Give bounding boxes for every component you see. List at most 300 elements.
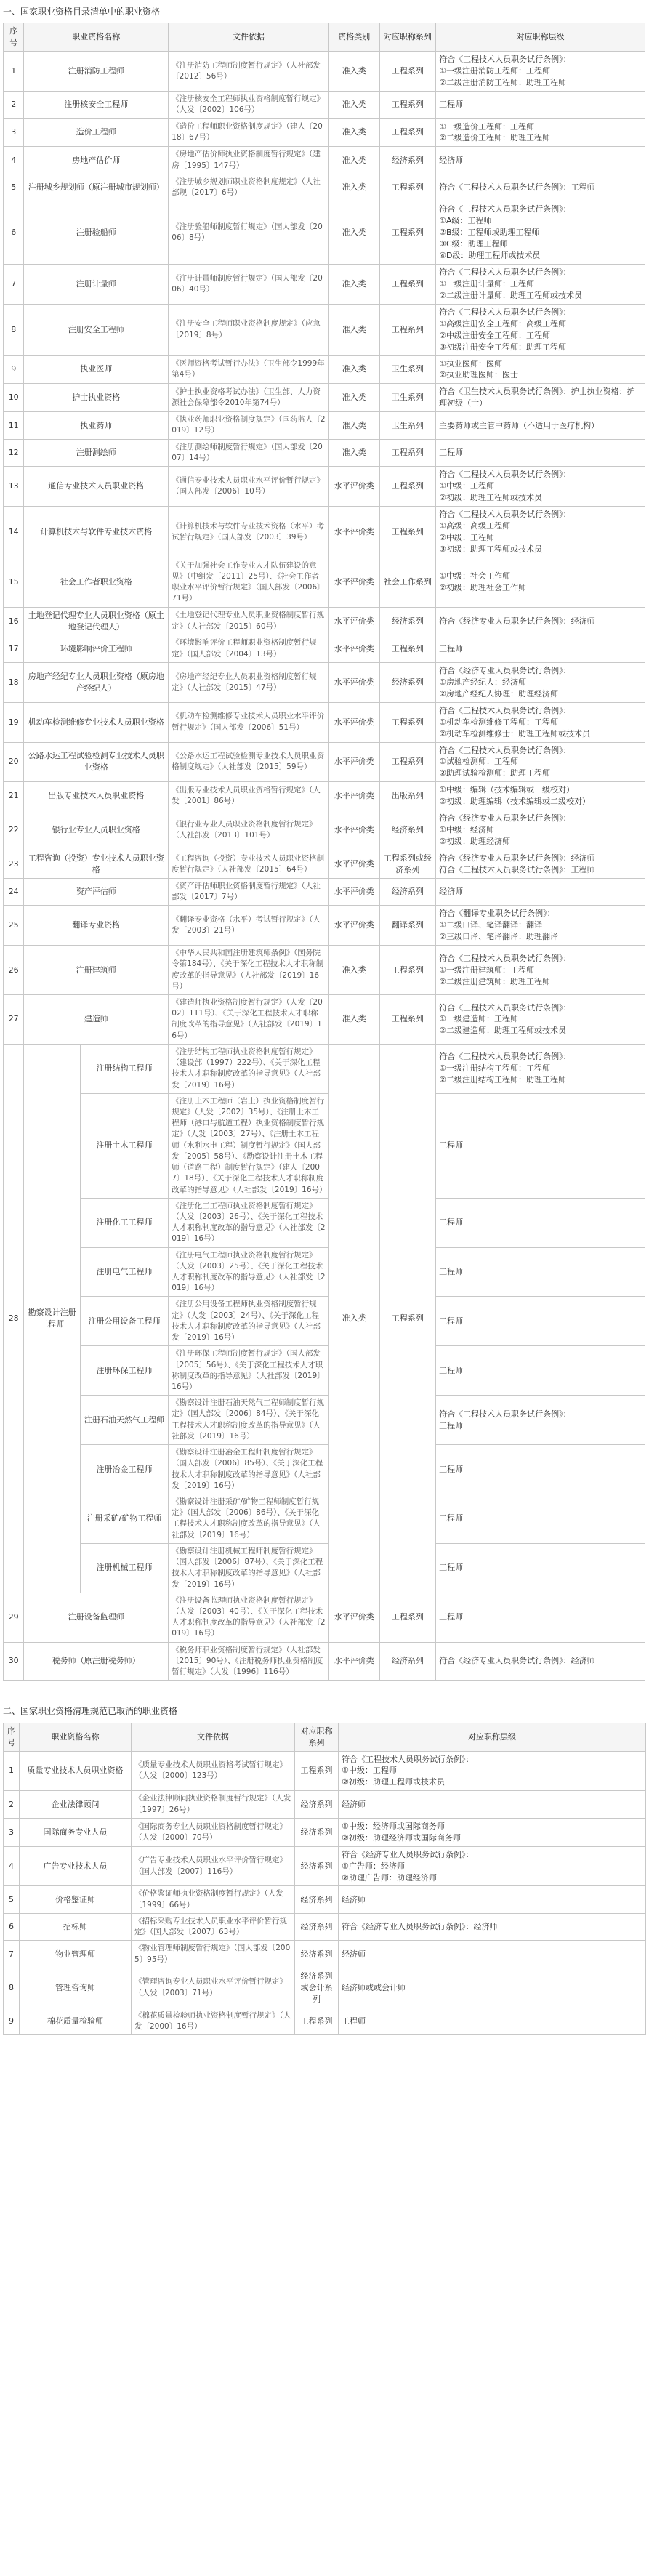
level-line: ①广告师：经济师 xyxy=(342,1861,405,1871)
cell-series: 出版系列 xyxy=(379,782,435,810)
table-row xyxy=(4,1846,646,1886)
cell-level xyxy=(436,558,645,607)
cell-no: 10 xyxy=(4,384,24,412)
table-row xyxy=(4,742,645,782)
level-line: 主要药师或主管中药师（不适用于医疗机构） xyxy=(439,420,600,430)
cell-name: 税务师（原注册税务师） xyxy=(24,1642,169,1681)
table2-body xyxy=(4,1751,646,2035)
cell-category: 水平评价类 xyxy=(328,782,379,810)
cell-series: 工程系列 xyxy=(379,304,435,355)
level-line: ①中级：工程师 xyxy=(439,481,494,491)
cell-basis: 《注册设备监理师执业资格制度暂行规定》（人发〔2003〕40号）、《关于深化工程技术人才职称制度改革的指导意见》（人社部发〔2019〕16号） xyxy=(169,1593,329,1642)
level-line: 工程师 xyxy=(439,1365,464,1375)
table2-header-row xyxy=(4,1723,646,1751)
cell-group-name: 勘察设计注册工程师 xyxy=(24,1044,80,1593)
level-line: ②二级建造师：助理工程师或技术员 xyxy=(439,1026,566,1036)
cell-name: 注册测绘师 xyxy=(24,439,169,466)
level-line: ①中级：经济师或国际商务师 xyxy=(342,1821,445,1831)
cell-category: 准入类 xyxy=(328,1044,379,1593)
cell-name: 物业管理师 xyxy=(20,1941,132,1968)
table-row xyxy=(4,467,645,507)
cell-category: 水平评价类 xyxy=(328,506,379,558)
cell-level xyxy=(436,1297,645,1346)
cell-name: 执业药师 xyxy=(24,412,169,439)
cell-level xyxy=(436,906,645,946)
level-line: ②机动车检测维修士：助理工程师或技术员 xyxy=(439,728,590,738)
header-no: 序号 xyxy=(4,23,24,52)
cell-category: 准入类 xyxy=(328,174,379,201)
level-line: ②初级：助理编辑（技术编辑或二级校对） xyxy=(439,797,590,807)
level-line: ①机动车检测维修工程师：工程师 xyxy=(439,717,558,727)
cell-series: 工程系列 xyxy=(379,174,435,201)
header-no: 序号 xyxy=(4,1723,20,1751)
level-line: 符合《工程技术人员职务试行条例》： xyxy=(439,470,571,480)
cell-level xyxy=(436,1198,645,1247)
cell-category: 水平评价类 xyxy=(328,662,379,702)
cell-no: 18 xyxy=(4,662,24,702)
level-line: 工程师 xyxy=(439,1267,464,1277)
cell-category: 水平评价类 xyxy=(328,635,379,662)
level-line: 符合《经济专业人员职务试行条例》：经济师 xyxy=(439,616,595,626)
cell-series: 工程系列 xyxy=(379,467,435,507)
cell-series: 经济系列 xyxy=(379,878,435,905)
table-row xyxy=(4,1818,646,1846)
cell-subname: 注册石油天然气工程师 xyxy=(80,1396,168,1445)
cell-basis: 《勘察设计注册石油天然气工程师制度暂行规定》（国人部发〔2006〕84号）、《关于深化工程技术人才职称制度改革的指导意见》（人社部发〔2019〕16号） xyxy=(169,1396,329,1445)
level-line: 经济师 xyxy=(342,1894,366,1904)
cell-category: 水平评价类 xyxy=(328,810,379,850)
level-line: 符合《工程技术人员职务试行条例》： xyxy=(439,953,571,963)
table-row-group28 xyxy=(4,1093,645,1198)
level-line: 经济师或或会计师 xyxy=(342,1982,406,1992)
level-line: 工程师 xyxy=(439,1464,464,1474)
cell-name: 注册建筑师 xyxy=(24,946,169,995)
level-line: 符合《工程技术人员职务试行条例》：工程师 xyxy=(439,864,595,874)
cell-no: 6 xyxy=(4,1913,20,1940)
cell-basis: 《房地产经纪专业人员职业资格制度暂行规定》（人社部发〔2015〕47号） xyxy=(169,662,329,702)
level-line: 符合《工程技术人员职务试行条例》： xyxy=(439,705,571,715)
level-line: ②初级：助理工程师或技术员 xyxy=(342,1777,445,1787)
cell-level xyxy=(339,1791,646,1818)
level-line: ②三级口译、笔译翻译：助理翻译 xyxy=(439,932,558,942)
cell-no: 9 xyxy=(4,355,24,384)
level-line: ②中级注册安全工程师：工程师 xyxy=(439,330,550,340)
level-line: 符合《经济专业人员职务试行条例》：经济师 xyxy=(342,1922,498,1932)
cell-series: 工程系列 xyxy=(379,702,435,742)
table-row-group28 xyxy=(4,1044,645,1093)
cell-no: 5 xyxy=(4,174,24,201)
table-row xyxy=(4,946,645,995)
cell-name: 注册消防工程师 xyxy=(24,52,169,92)
cell-name: 广告专业技术人员 xyxy=(20,1846,132,1886)
level-line: ④D级：助理工程师或技术员 xyxy=(439,251,541,261)
level-line: 工程师 xyxy=(439,1563,464,1573)
cell-basis: 《通信专业技术人员职业水平评价暂行规定》（国人部发〔2006〕10号） xyxy=(169,467,329,507)
table-row xyxy=(4,1941,646,1968)
cell-series: 经济系列 xyxy=(295,1818,339,1846)
table-row xyxy=(4,635,645,662)
cell-series: 工程系列 xyxy=(379,1593,435,1642)
cell-no: 14 xyxy=(4,506,24,558)
cell-level xyxy=(339,1941,646,1968)
cell-no: 7 xyxy=(4,264,24,304)
cell-no: 24 xyxy=(4,878,24,905)
cell-name: 资产评估师 xyxy=(24,878,169,905)
cell-category: 水平评价类 xyxy=(328,1593,379,1642)
level-line: 符合《工程技术人员职务试行条例》： xyxy=(439,1052,571,1062)
level-line: 经济师 xyxy=(439,887,464,897)
table-row xyxy=(4,92,645,118)
cell-basis: 《管理咨询专业人员职业水平评价暂行规定》（人发〔2003〕71号） xyxy=(132,1968,295,2008)
cell-name: 建造师 xyxy=(24,995,169,1045)
table-row-group28 xyxy=(4,1396,645,1445)
level-line: ②二级注册消防工程师：助理工程师 xyxy=(439,78,566,88)
level-line: ①一级注册计量师：工程师 xyxy=(439,278,534,289)
cell-no: 2 xyxy=(4,1791,20,1818)
cell-level xyxy=(436,201,645,265)
table-row xyxy=(4,810,645,850)
table-row xyxy=(4,384,645,412)
cell-name: 价格鉴证师 xyxy=(20,1886,132,1913)
cell-category: 准入类 xyxy=(328,355,379,384)
cell-no: 30 xyxy=(4,1642,24,1681)
cell-level xyxy=(436,946,645,995)
level-line: 符合《工程技术人员职务试行条例》： xyxy=(439,267,571,277)
section1-title: 一、国家职业资格目录清单中的职业资格 xyxy=(3,7,161,17)
cell-level xyxy=(436,467,645,507)
level-line: ①高级注册安全工程师：高级工程师 xyxy=(439,318,566,329)
cell-name: 企业法律顾问 xyxy=(20,1791,132,1818)
cell-level xyxy=(436,878,645,905)
cell-series: 翻译系列 xyxy=(379,906,435,946)
cell-level xyxy=(436,1247,645,1297)
table-row xyxy=(4,118,645,147)
cell-subname: 注册土木工程师 xyxy=(80,1093,168,1198)
cell-level xyxy=(436,52,645,92)
cell-category: 准入类 xyxy=(328,439,379,466)
table-row xyxy=(4,558,645,607)
cell-series: 社会工作系列 xyxy=(379,558,435,607)
cell-series: 经济系列 xyxy=(295,1791,339,1818)
level-line: 经济师 xyxy=(342,1799,366,1809)
cell-category: 准入类 xyxy=(328,147,379,174)
table-row xyxy=(4,1913,646,1940)
table-row xyxy=(4,1593,645,1642)
cell-series: 工程系列 xyxy=(379,635,435,662)
cell-name: 工程咨询（投资）专业技术人员职业资格 xyxy=(24,850,169,879)
cell-category: 准入类 xyxy=(328,995,379,1045)
level-line: 符合《经济专业人员职务试行条例》： xyxy=(342,1849,474,1859)
cell-no: 17 xyxy=(4,635,24,662)
cell-no: 7 xyxy=(4,1941,20,1968)
cell-name: 注册核安全工程师 xyxy=(24,92,169,118)
cell-basis: 《房地产估价师执业资格制度暂行规定》（建房〔1995〕147号） xyxy=(169,147,329,174)
cell-category: 准入类 xyxy=(328,304,379,355)
cell-level xyxy=(436,1593,645,1642)
cell-subname: 注册采矿/矿物工程师 xyxy=(80,1494,168,1543)
cell-series: 经济系列 xyxy=(379,607,435,635)
cell-basis: 《护士执业资格考试办法》（卫生部、人力资源社会保障部令2010年第74号） xyxy=(169,384,329,412)
table-row xyxy=(4,201,645,265)
level-line: 工程师 xyxy=(439,1513,464,1524)
cell-category: 准入类 xyxy=(328,201,379,265)
table-row-group28 xyxy=(4,1247,645,1297)
cell-level xyxy=(436,742,645,782)
cell-name: 质量专业技术人员职业资格 xyxy=(20,1751,132,1791)
header-name: 职业资格名称 xyxy=(24,23,169,52)
table-row xyxy=(4,355,645,384)
cell-basis: 《注册消防工程师制度暂行规定》（人社部发〔2012〕56号） xyxy=(169,52,329,92)
cell-name: 注册城乡规划师（原注册城市规划师） xyxy=(24,174,169,201)
table-row xyxy=(4,662,645,702)
cell-name: 公路水运工程试验检测专业技术人员职业资格 xyxy=(24,742,169,782)
level-line: ①中级：经济师 xyxy=(439,825,494,835)
cell-series: 经济系列 xyxy=(295,1941,339,1968)
table-row xyxy=(4,304,645,355)
cell-name: 翻译专业资格 xyxy=(24,906,169,946)
cell-name: 国际商务专业人员 xyxy=(20,1818,132,1846)
cell-basis: 《勘察设计注册冶金工程师制度暂行规定》（国人部发〔2006〕85号）、《关于深化工程技术人才职称制度改革的指导意见》（人社部发〔2019〕16号） xyxy=(169,1445,329,1494)
cell-category: 水平评价类 xyxy=(328,878,379,905)
cell-level xyxy=(436,995,645,1045)
cell-basis: 《广告专业技术人员职业水平评价暂行规定》（国人部发〔2007〕116号） xyxy=(132,1846,295,1886)
cell-name: 计算机技术与软件专业技术资格 xyxy=(24,506,169,558)
table-row xyxy=(4,782,645,810)
table-row xyxy=(4,995,645,1045)
level-line: 工程师 xyxy=(439,1316,464,1326)
table1-body xyxy=(4,52,645,1681)
cell-basis: 《招标采购专业技术人员职业水平评价暂行规定》（国人部发〔2007〕63号） xyxy=(132,1913,295,1940)
cell-name: 机动车检测维修专业技术人员职业资格 xyxy=(24,702,169,742)
cell-name: 社会工作者职业资格 xyxy=(24,558,169,607)
cell-basis: 《执业药师职业资格制度规定》（国药监人〔2019〕12号） xyxy=(169,412,329,439)
cell-series: 工程系列 xyxy=(379,118,435,147)
cell-no: 4 xyxy=(4,147,24,174)
header-basis: 文件依据 xyxy=(169,23,329,52)
cell-level xyxy=(436,782,645,810)
header-name: 职业资格名称 xyxy=(20,1723,132,1751)
level-line: 工程师 xyxy=(342,2016,366,2026)
level-line: 符合《工程技术人员职务试行条例》： xyxy=(439,1409,571,1419)
cell-basis: 《银行业专业人员职业资格制度暂行规定》（人社部发〔2013〕101号） xyxy=(169,810,329,850)
level-line: 符合《工程技术人员职务试行条例》： xyxy=(342,1754,474,1764)
table-row xyxy=(4,52,645,92)
cell-basis: 《企业法律顾问执业资格制度暂行规定》（人发〔1997〕26号） xyxy=(132,1791,295,1818)
cell-level xyxy=(436,92,645,118)
cell-level xyxy=(436,1642,645,1681)
cell-basis: 《工程咨询（投资）专业技术人员职业资格制度暂行规定》（人社部发〔2015〕64号） xyxy=(169,850,329,879)
cell-subname: 注册环保工程师 xyxy=(80,1346,168,1396)
cell-name: 出版专业技术人员职业资格 xyxy=(24,782,169,810)
table-row xyxy=(4,1642,645,1681)
cell-level xyxy=(436,810,645,850)
cell-name: 注册安全工程师 xyxy=(24,304,169,355)
cell-series: 工程系列 xyxy=(379,52,435,92)
cell-level xyxy=(339,1846,646,1886)
cell-subname: 注册公用设备工程师 xyxy=(80,1297,168,1346)
qualification-table-2 xyxy=(3,1723,646,2035)
cell-category: 准入类 xyxy=(328,92,379,118)
level-line: ①一级造价工程师：工程师 xyxy=(439,121,534,132)
level-line: ②二级注册计量师：助理工程师或技术员 xyxy=(439,290,582,300)
cell-category: 准入类 xyxy=(328,118,379,147)
cell-name: 房地产估价师 xyxy=(24,147,169,174)
level-line: 符合《经济专业人员职务试行条例》： xyxy=(439,813,571,824)
cell-name: 招标师 xyxy=(20,1913,132,1940)
header-category: 资格类别 xyxy=(328,23,379,52)
table-row xyxy=(4,412,645,439)
cell-level xyxy=(339,1968,646,2008)
level-line: 符合《工程技术人员职务试行条例》： xyxy=(439,204,571,214)
cell-level xyxy=(339,1886,646,1913)
cell-level xyxy=(436,412,645,439)
cell-name: 棉花质量检验师 xyxy=(20,2008,132,2034)
cell-series: 工程系列 xyxy=(379,506,435,558)
cell-no: 8 xyxy=(4,1968,20,2008)
cell-no: 9 xyxy=(4,2008,20,2034)
table-row xyxy=(4,1751,646,1791)
cell-no: 5 xyxy=(4,1886,20,1913)
cell-basis: 《注册化工工程师执业资格制度暂行规定》（人发〔2003〕26号）、《关于深化工程技术人才职称制度改革的指导意见》（人社部发〔2019〕16号） xyxy=(169,1198,329,1247)
cell-basis: 《注册公用设备工程师执业资格制度暂行规定》（人发〔2003〕24号）、《关于深化工程技术人才职称制度改革的指导意见》（人社部发〔2019〕16号） xyxy=(169,1297,329,1346)
cell-no: 27 xyxy=(4,995,24,1045)
table-row-group28 xyxy=(4,1198,645,1247)
cell-name: 房地产经纪专业人员职业资格（原房地产经纪人） xyxy=(24,662,169,702)
cell-level xyxy=(339,1751,646,1791)
table1-header-row xyxy=(4,23,645,52)
cell-no: 26 xyxy=(4,946,24,995)
cell-series: 经济系列 xyxy=(295,1846,339,1886)
cell-level xyxy=(436,147,645,174)
cell-series: 工程系列 xyxy=(379,439,435,466)
cell-category: 水平评价类 xyxy=(328,467,379,507)
cell-category: 水平评价类 xyxy=(328,906,379,946)
header-series: 对应职称系列 xyxy=(295,1723,339,1751)
level-line: ②B级：工程师或助理工程师 xyxy=(439,228,540,238)
cell-no: 3 xyxy=(4,1818,20,1846)
cell-no: 22 xyxy=(4,810,24,850)
level-line: ②二级注册结构工程师：助理工程师 xyxy=(439,1075,566,1085)
cell-category: 水平评价类 xyxy=(328,607,379,635)
cell-level xyxy=(436,264,645,304)
cell-series: 工程系列 xyxy=(295,1751,339,1791)
cell-basis: 《质量专业技术人员职业资格考试暂行规定》（人发〔2000〕123号） xyxy=(132,1751,295,1791)
cell-level xyxy=(436,1346,645,1396)
cell-basis: 《翻译专业资格（水平）考试暂行规定》（人发〔2003〕21号） xyxy=(169,906,329,946)
table-row xyxy=(4,1886,646,1913)
cell-level xyxy=(436,1093,645,1198)
cell-level xyxy=(436,439,645,466)
level-line: ①一级建造师：工程师 xyxy=(439,1014,518,1024)
level-line: ③初级：助理工程师或技术员 xyxy=(439,544,542,554)
cell-no: 29 xyxy=(4,1593,24,1642)
cell-basis: 《注册核安全工程师执业资格制度暂行规定》（人发〔2002〕106号） xyxy=(169,92,329,118)
cell-series: 工程系列或经济系列 xyxy=(379,850,435,879)
table-row-group28 xyxy=(4,1543,645,1593)
cell-subname: 注册机械工程师 xyxy=(80,1543,168,1593)
table-row-group28 xyxy=(4,1445,645,1494)
level-line: ②中级：工程师 xyxy=(439,532,494,542)
cell-basis: 《建造师执业资格制度暂行规定》（人发〔2002〕111号）、《关于深化工程技术人才职称制度改革的指导意见》（人社部发〔2019〕16号） xyxy=(169,995,329,1045)
cell-no: 25 xyxy=(4,906,24,946)
header-series: 对应职称系列 xyxy=(379,23,435,52)
level-line: 符合《工程技术人员职务试行条例》： xyxy=(439,1002,571,1013)
cell-level xyxy=(436,702,645,742)
level-line: 符合《经济专业人员职务试行条例》： xyxy=(439,665,571,675)
cell-basis: 《计算机技术与软件专业技术资格（水平）考试暂行规定》（国人部发〔2003〕39号） xyxy=(169,506,329,558)
cell-level xyxy=(339,2008,646,2034)
cell-series: 工程系列 xyxy=(379,742,435,782)
cell-series: 经济系列 xyxy=(295,1886,339,1913)
cell-level xyxy=(436,1445,645,1494)
cell-level xyxy=(436,635,645,662)
cell-series: 工程系列 xyxy=(379,946,435,995)
cell-basis: 《注册城乡规划师职业资格制度规定》（人社部规〔2017〕6号） xyxy=(169,174,329,201)
cell-category: 准入类 xyxy=(328,412,379,439)
cell-level xyxy=(436,1044,645,1093)
cell-basis: 《环境影响评价工程师职业资格制度暂行规定》（国人部发〔2004〕13号） xyxy=(169,635,329,662)
table-row xyxy=(4,506,645,558)
header-level: 对应职称层级 xyxy=(339,1723,646,1751)
level-line: ③C级：助理工程师 xyxy=(439,239,508,249)
table-row xyxy=(4,439,645,466)
cell-name: 注册验船师 xyxy=(24,201,169,265)
level-line: 符合《翻译专业职务试行条例》： xyxy=(439,909,555,919)
level-line: 符合《经济专业人员职务试行条例》：经济师 xyxy=(439,853,595,864)
cell-subname: 注册结构工程师 xyxy=(80,1044,168,1093)
level-line: 符合《工程技术人员职务试行条例》： xyxy=(439,509,571,519)
cell-no: 6 xyxy=(4,201,24,265)
level-line: ②初级：助理经济师 xyxy=(439,837,510,847)
level-line: ②初级：助理社会工作师 xyxy=(439,583,526,593)
cell-series: 工程系列 xyxy=(295,2008,339,2034)
cell-basis: 《价格鉴证师执业资格制度暂行规定》（人发〔1999〕66号） xyxy=(132,1886,295,1913)
cell-level xyxy=(436,355,645,384)
level-line: 工程师 xyxy=(439,643,464,653)
cell-name: 注册设备监理师 xyxy=(24,1593,169,1642)
cell-basis: 《国际商务专业人员职业资格制度暂行规定》（人发〔2000〕70号） xyxy=(132,1818,295,1846)
level-line: ②二级注册建筑师：助理工程师 xyxy=(439,976,550,986)
level-line: ②执业助理医师：医士 xyxy=(439,370,518,380)
cell-level xyxy=(339,1913,646,1940)
level-line: ②初级：助理经济师或国际商务师 xyxy=(342,1832,461,1843)
cell-basis: 《勘察设计注册采矿/矿物工程师制度暂行规定》（国人部发〔2006〕86号）、《关于深化工程技术人才职称制度改革的指导意见》（人社部发〔2019〕16号） xyxy=(169,1494,329,1543)
cell-series: 经济系列 xyxy=(379,147,435,174)
cell-basis: 《出版专业技术人员职业资格暂行规定》（人发〔2001〕86号） xyxy=(169,782,329,810)
level-line: ②助理试验检测师：助理工程师 xyxy=(439,768,550,778)
cell-series: 经济系列或会计系列 xyxy=(295,1968,339,2008)
table-row xyxy=(4,878,645,905)
qualification-table-1 xyxy=(3,23,645,1681)
level-line: ①一级注册结构工程师：工程师 xyxy=(439,1063,550,1074)
level-line: 符合《经济专业人员职务试行条例》：经济师 xyxy=(439,1656,595,1666)
level-line: 符合《工程技术人员职务试行条例》： xyxy=(439,55,571,65)
cell-name: 管理咨询师 xyxy=(20,1968,132,2008)
level-line: 工程师 xyxy=(439,1217,464,1228)
level-line: 工程师 xyxy=(439,1140,464,1151)
cell-level xyxy=(436,607,645,635)
cell-basis: 《棉花质量检验师执业资格制度暂行规定》（人发〔2000〕16号） xyxy=(132,2008,295,2034)
cell-name: 通信专业技术人员职业资格 xyxy=(24,467,169,507)
section2-title: 二、国家职业资格清理规范已取消的职业资格 xyxy=(3,1706,178,1717)
cell-subname: 注册化工工程师 xyxy=(80,1198,168,1247)
cell-name: 土地登记代理专业人员职业资格（原土地登记代理人） xyxy=(24,607,169,635)
cell-basis: 《中华人民共和国注册建筑师条例》（国务院令第184号）、《关于深化工程技术人才职称制度改革的指导意见》（人社部发〔2019〕16号） xyxy=(169,946,329,995)
cell-category: 准入类 xyxy=(328,384,379,412)
table-row-group28 xyxy=(4,1297,645,1346)
cell-category: 水平评价类 xyxy=(328,702,379,742)
table-row xyxy=(4,850,645,879)
